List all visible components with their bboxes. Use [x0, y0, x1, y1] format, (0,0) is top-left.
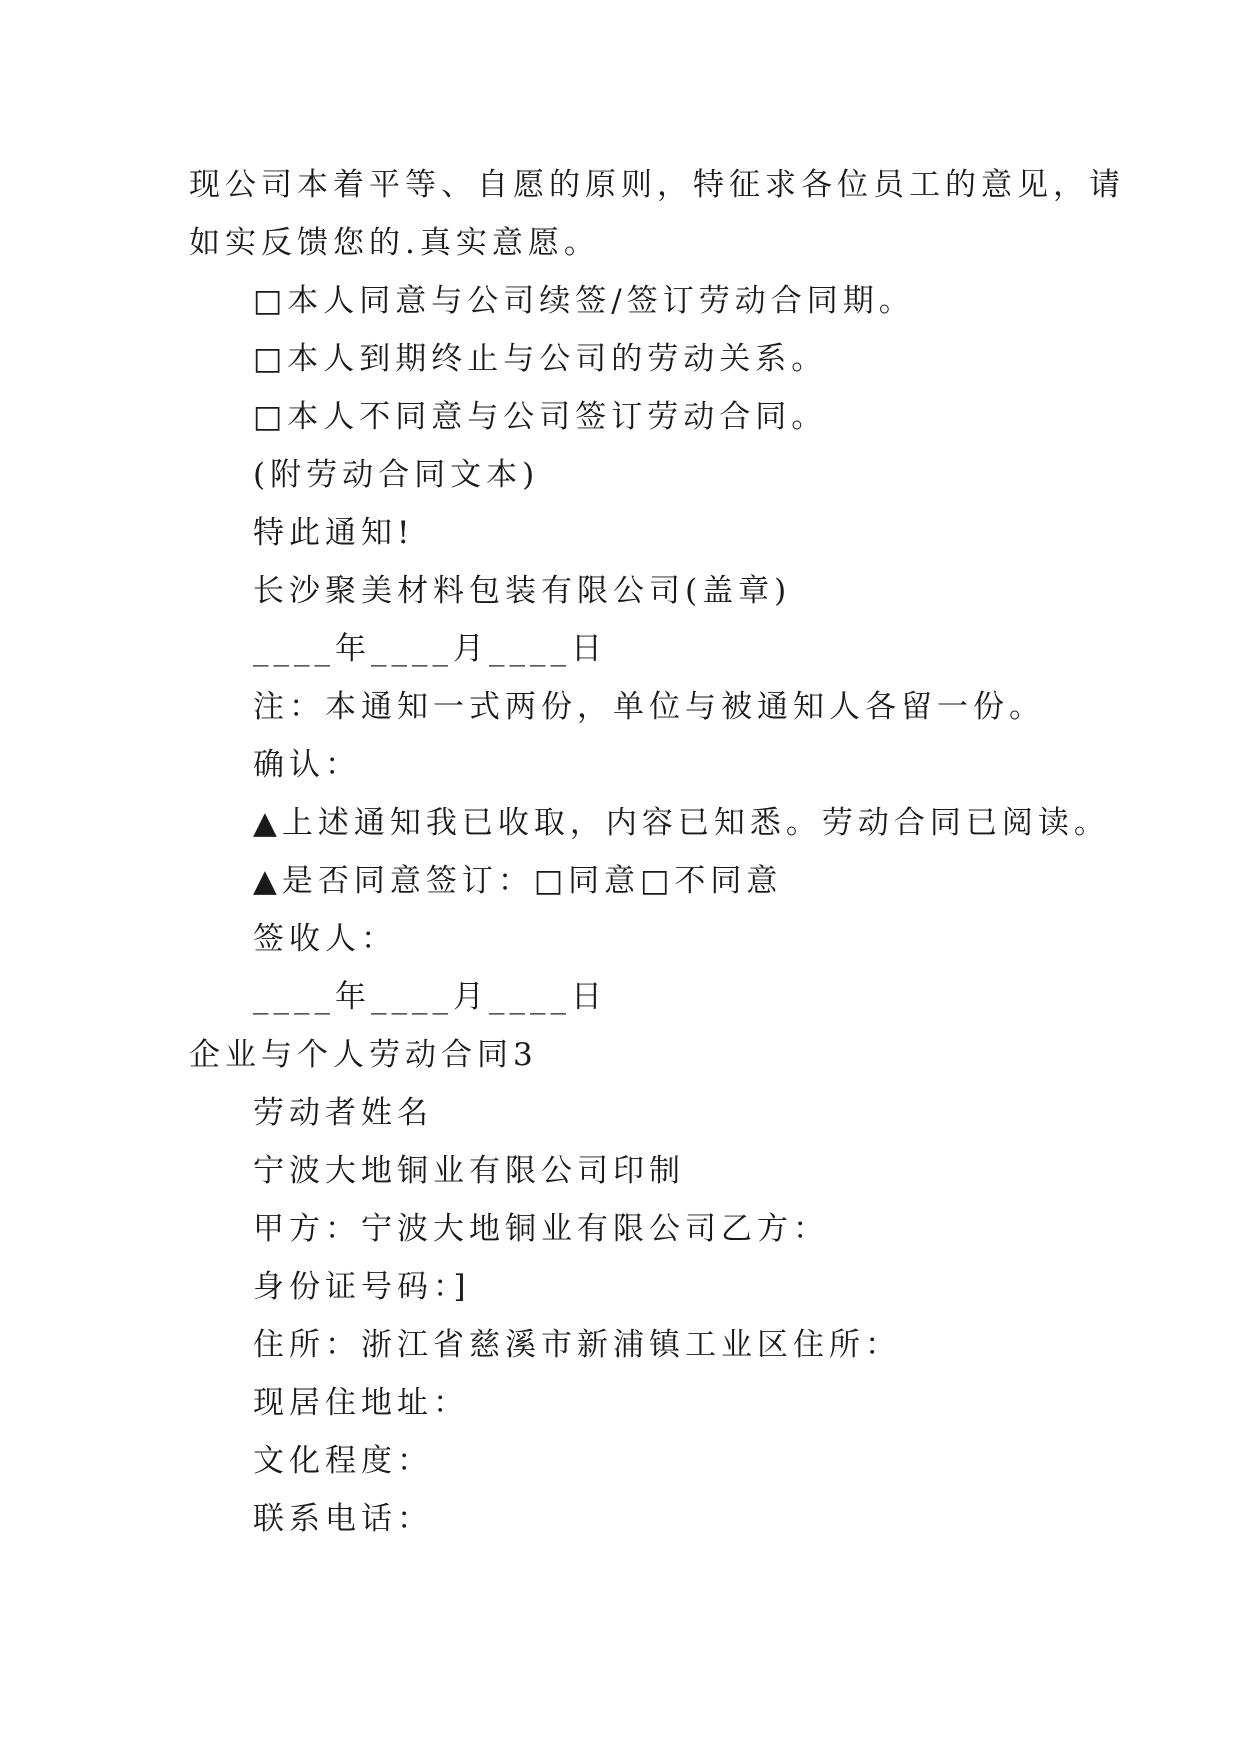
confirmation-agree-choice: ▲是否同意签订：□同意□不同意: [253, 863, 783, 899]
option-terminate-relationship: □本人到期终止与公司的劳动关系。: [253, 341, 828, 377]
copies-note: 注：本通知一式两份，单位与被通知人各留一份。: [253, 689, 1045, 725]
company-seal-line: 长沙聚美材料包装有限公司(盖章): [253, 573, 792, 609]
parties-line: 甲方：宁波大地铜业有限公司乙方：: [253, 1211, 829, 1247]
paragraph-intro-line-2: 如实反馈您的.真实意愿。: [189, 225, 600, 261]
confirmation-heading: 确认：: [253, 747, 361, 783]
signatory-label: 签收人：: [253, 921, 397, 957]
option-decline-contract: □本人不同意与公司签订劳动合同。: [253, 399, 828, 435]
address-line: 住所：浙江省慈溪市新浦镇工业区住所：: [253, 1327, 901, 1363]
education-label: 文化程度：: [253, 1443, 433, 1479]
id-number-label: 身份证号码：]: [253, 1269, 471, 1305]
paragraph-intro-line-1: 现公司本着平等、自愿的原则，特征求各位员工的意见，请: [189, 167, 1125, 203]
notice-closing: 特此通知!: [253, 515, 415, 551]
date-line-notice: ____年____月____日: [253, 631, 607, 667]
printer-company: 宁波大地铜业有限公司印制: [253, 1153, 685, 1189]
confirmation-received: ▲上述通知我已收取，内容已知悉。劳动合同已阅读。: [253, 805, 1110, 841]
worker-name-label: 劳动者姓名: [253, 1095, 433, 1131]
contract-title: 企业与个人劳动合同3: [189, 1037, 538, 1073]
attachment-note: (附劳动合同文本): [253, 457, 540, 493]
phone-label: 联系电话：: [253, 1501, 433, 1537]
current-address-label: 现居住地址：: [253, 1385, 469, 1421]
option-renew-contract: □本人同意与公司续签/签订劳动合同期。: [253, 283, 915, 319]
date-line-signature: ____年____月____日: [253, 979, 607, 1015]
